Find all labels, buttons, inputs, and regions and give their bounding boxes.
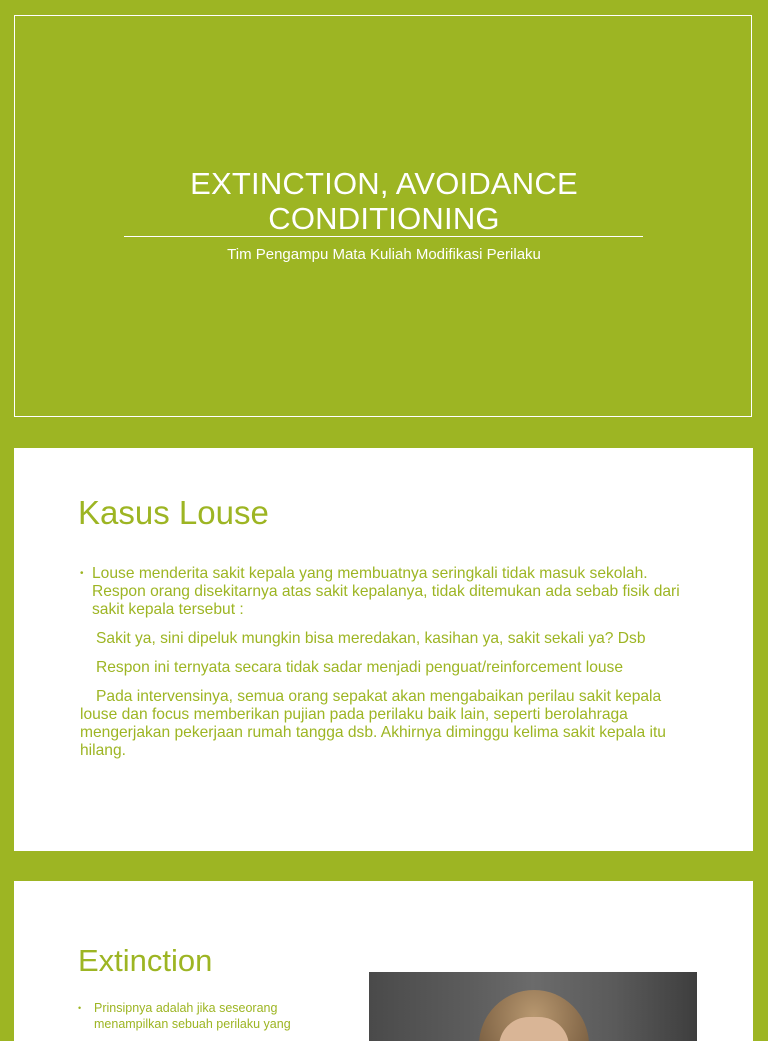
case-paragraph-3: Pada intervensinya, semua orang sepakat akan mengabaikan perilau sakit kepala louse dan focus memberikan pujian pada perilaku baik lain, seperti berolahraga mengerjakan pekerjaan rumah tangga dsb. Akhirnya diminggu kelima sakit kepala itu hilang. (80, 688, 666, 759)
child-photo (369, 972, 697, 1041)
slide-title-line-2: CONDITIONING (268, 201, 500, 236)
bullet-dot-icon: • (78, 1003, 82, 1013)
case-bullet-text: Louse menderita sakit kepala yang membuatnya seringkali tidak masuk sekolah. Respon orang disekitarnya atas sakit kepalanya, tidak ditemukan ada sebab fisik dari sakit kepala tersebut : (92, 565, 680, 618)
title-slide (0, 0, 768, 432)
slide-title-line-1: EXTINCTION, AVOIDANCE (190, 166, 578, 201)
case-paragraph-1: Sakit ya, sini dipeluk mungkin bisa meredakan, kasihan ya, sakit sekali ya? Dsb (96, 630, 646, 647)
case-slide (14, 448, 753, 851)
case-heading: Kasus Louse (78, 494, 269, 531)
case-body (80, 565, 700, 771)
case-bullet (80, 565, 700, 619)
title-divider (124, 236, 643, 237)
bullet-dot-icon: • (80, 568, 84, 579)
extinction-heading: Extinction (78, 943, 213, 978)
case-paragraph-2: Respon ini ternyata secara tidak sadar menjadi penguat/reinforcement louse (96, 659, 624, 676)
extinction-bullet-text: Prinsipnya adalah jika seseorang menampilkan sebuah perilaku yang (94, 1001, 291, 1031)
slide-subtitle: Tim Pengampu Mata Kuliah Modifikasi Perilaku (227, 246, 541, 263)
extinction-slide (14, 881, 753, 1041)
extinction-bullet (78, 1000, 334, 1032)
slide-title (120, 166, 648, 236)
